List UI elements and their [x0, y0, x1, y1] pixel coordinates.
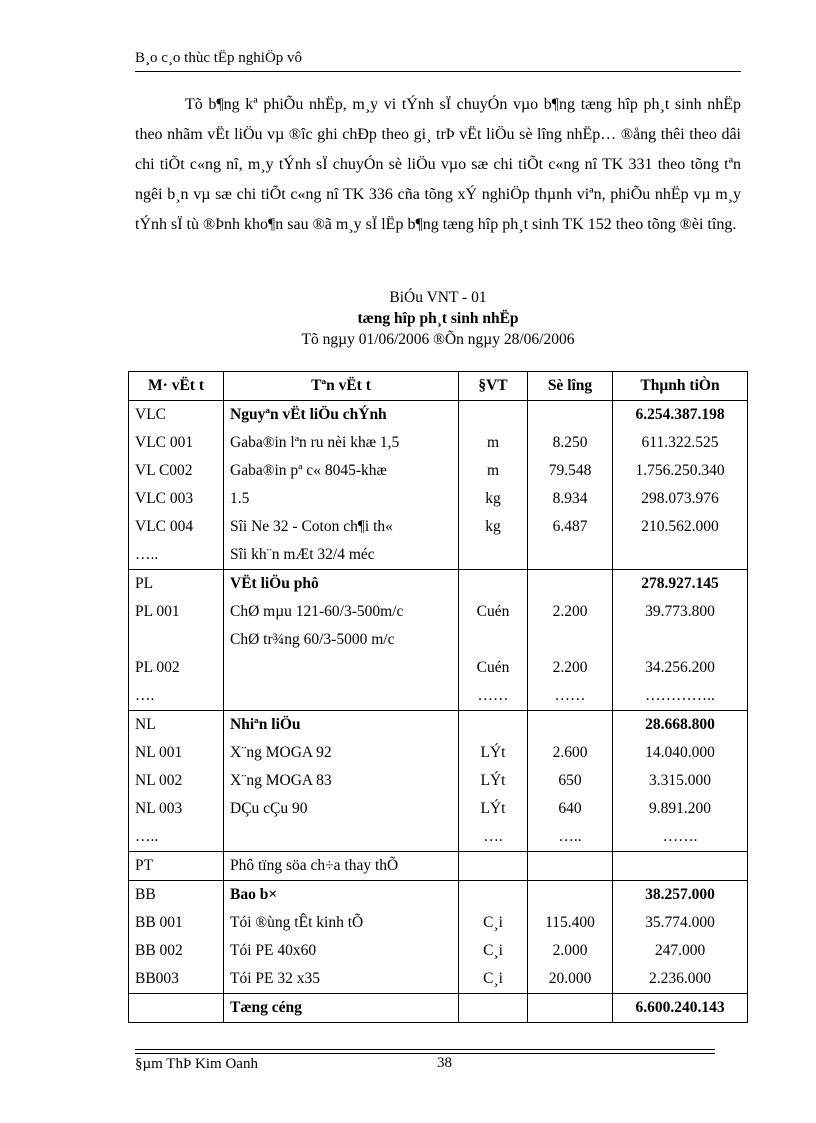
cell-amount: 6.600.240.143 — [613, 994, 748, 1023]
cell-qty: 2.200 — [528, 654, 613, 682]
cell-name: Sîi kh¨n mÆt 32/4 méc — [224, 541, 459, 570]
cell-code: NL 003 — [129, 795, 224, 823]
cell-name: Sîi Ne 32 - Coton ch¶i th« — [224, 513, 459, 541]
cell-amount: 6.254.387.198 — [613, 401, 748, 430]
cell-code: …. — [129, 682, 224, 711]
cell-code: VLC — [129, 401, 224, 430]
cell-qty: 8.934 — [528, 485, 613, 513]
cell-name: Tæng céng — [224, 994, 459, 1023]
cell-qty: 79.548 — [528, 457, 613, 485]
cell-code: VLC 001 — [129, 429, 224, 457]
cell-code: BB — [129, 881, 224, 910]
cell-name — [224, 682, 459, 711]
cell-name: VËt liÖu phô — [224, 570, 459, 599]
table-period: Tõ ngµy 01/06/2006 ®Õn ngµy 28/06/2006 — [301, 331, 575, 348]
cell-amount: 3.315.000 — [613, 767, 748, 795]
cell-code: BB 001 — [129, 909, 224, 937]
cell-amount: 298.073.976 — [613, 485, 748, 513]
cell-name: Nguyªn vËt liÖu chÝnh — [224, 401, 459, 430]
cell-amount: 1.756.250.340 — [613, 457, 748, 485]
cell-qty — [528, 626, 613, 654]
cell-name: Phô tïng söa ch÷a thay thÕ — [224, 852, 459, 881]
cell-code: VLC 003 — [129, 485, 224, 513]
cell-name: Tói ®ùng tÊt kinh tÕ — [224, 909, 459, 937]
table-row — [129, 795, 748, 823]
footer-rule-2 — [135, 1053, 715, 1054]
cell-qty: 2.000 — [528, 937, 613, 965]
cell-qty — [528, 541, 613, 570]
cell-name: Gaba®in lªn ru nèi khæ 1,5 — [224, 429, 459, 457]
cell-unit — [459, 994, 528, 1023]
cell-amount: 247.000 — [613, 937, 748, 965]
table-row — [129, 654, 748, 682]
cell-unit: LÝt — [459, 739, 528, 767]
cell-unit: …. — [459, 823, 528, 852]
summary-table — [128, 371, 748, 1023]
cell-code — [129, 626, 224, 654]
cell-qty: 2.200 — [528, 598, 613, 626]
cell-amount: 14.040.000 — [613, 739, 748, 767]
cell-unit: C¸i — [459, 909, 528, 937]
cell-qty: 2.600 — [528, 739, 613, 767]
cell-unit: LÝt — [459, 767, 528, 795]
footer-rule — [135, 1049, 715, 1050]
cell-name: ChØ tr¾ng 60/3-5000 m/c — [224, 626, 459, 654]
cell-qty: 640 — [528, 795, 613, 823]
cell-code: VL C002 — [129, 457, 224, 485]
table-row — [129, 937, 748, 965]
table-row — [129, 598, 748, 626]
cell-amount: 611.322.525 — [613, 429, 748, 457]
table-title: tæng hîp ph¸t sinh nhËp — [357, 310, 519, 327]
table-row — [129, 994, 748, 1023]
cell-qty: ….. — [528, 823, 613, 852]
cell-code: PL 002 — [129, 654, 224, 682]
cell-qty — [528, 711, 613, 740]
cell-name: DÇu cÇu 90 — [224, 795, 459, 823]
cell-amount: ……. — [613, 823, 748, 852]
table-row — [129, 881, 748, 910]
header-amount: Thµnh tiÒn — [613, 372, 748, 401]
page-number: 38 — [437, 1055, 452, 1071]
cell-qty — [528, 852, 613, 881]
cell-qty: …… — [528, 682, 613, 711]
table-row — [129, 739, 748, 767]
cell-amount: ………….. — [613, 682, 748, 711]
cell-code: BB 002 — [129, 937, 224, 965]
cell-name: ChØ mµu 121-60/3-500m/c — [224, 598, 459, 626]
cell-code: PL — [129, 570, 224, 599]
cell-unit: Cuén — [459, 654, 528, 682]
cell-name: Tói PE 32 x35 — [224, 965, 459, 994]
cell-name — [224, 654, 459, 682]
table-row — [129, 570, 748, 599]
cell-qty: 8.250 — [528, 429, 613, 457]
cell-amount: 9.891.200 — [613, 795, 748, 823]
cell-unit: C¸i — [459, 937, 528, 965]
header-qty: Sè lîng — [528, 372, 613, 401]
cell-name: Gaba®in pª c« 8045-khæ — [224, 457, 459, 485]
cell-code: BB003 — [129, 965, 224, 994]
cell-qty — [528, 401, 613, 430]
cell-code: NL 002 — [129, 767, 224, 795]
cell-unit — [459, 541, 528, 570]
cell-code: NL 001 — [129, 739, 224, 767]
header-code: M· vËt t — [129, 372, 224, 401]
table-row — [129, 767, 748, 795]
cell-unit — [459, 626, 528, 654]
cell-unit — [459, 852, 528, 881]
table-row — [129, 401, 748, 430]
body-paragraph — [135, 90, 741, 240]
cell-amount: 38.257.000 — [613, 881, 748, 910]
cell-qty: 20.000 — [528, 965, 613, 994]
paragraph-text: Tõ b¶ng kª phiÕu nhËp, m¸y vi tÝnh sÏ chuyÓn vµo b¶ng tæng hîp ph¸t sinh nhËp theo nhãm vËt liÖu vµ ®îc ghi chÐp theo gi¸ trÞ vËt liÖu sè lîng nhËp… ®ång thêi theo dâi chi tiÕt c«ng nî, m¸y tÝnh sÏ chuyÓn sè liÖu vµo sæ chi tiÕt c«ng nî TK 331 theo tõng tªn ngêi b¸n vµ sæ chi tiÕt c«ng nî TK 336 cña tõng xÝ nghiÖp thµnh viªn, phiÕu nhËp vµ m¸y tÝnh sÏ tù ®Þnh kho¶n sau ®ã m¸y sÏ lËp b¶ng tæng hîp ph¸t sinh TK 152 theo tõng ®èi tîng. — [135, 96, 741, 233]
cell-code: NL — [129, 711, 224, 740]
table-row — [129, 823, 748, 852]
cell-qty: 115.400 — [528, 909, 613, 937]
cell-amount: 210.562.000 — [613, 513, 748, 541]
table-row — [129, 965, 748, 994]
cell-amount: 35.774.000 — [613, 909, 748, 937]
footer-author: §µm ThÞ Kim Oanh — [135, 1056, 258, 1072]
table-row — [129, 485, 748, 513]
cell-amount — [613, 852, 748, 881]
table-row — [129, 711, 748, 740]
table-row — [129, 513, 748, 541]
table-row — [129, 626, 748, 654]
cell-unit: m — [459, 429, 528, 457]
cell-code: VLC 004 — [129, 513, 224, 541]
cell-qty — [528, 570, 613, 599]
header-unit: §VT — [459, 372, 528, 401]
cell-code: PL 001 — [129, 598, 224, 626]
cell-unit — [459, 570, 528, 599]
header-name: Tªn vËt t — [224, 372, 459, 401]
cell-code: ….. — [129, 823, 224, 852]
cell-unit — [459, 401, 528, 430]
table-row — [129, 429, 748, 457]
table-header-row — [129, 372, 748, 401]
cell-amount — [613, 626, 748, 654]
cell-unit: Cuén — [459, 598, 528, 626]
cell-unit: kg — [459, 513, 528, 541]
cell-unit: LÝt — [459, 795, 528, 823]
cell-name: Tói PE 40x60 — [224, 937, 459, 965]
cell-unit — [459, 881, 528, 910]
cell-qty — [528, 881, 613, 910]
cell-amount: 39.773.800 — [613, 598, 748, 626]
cell-code: ….. — [129, 541, 224, 570]
cell-unit: m — [459, 457, 528, 485]
cell-name: 1.5 — [224, 485, 459, 513]
cell-name: Bao b× — [224, 881, 459, 910]
page-header: B¸o c¸o thùc tËp nghiÖp vô — [135, 50, 303, 66]
table-row — [129, 909, 748, 937]
cell-amount — [613, 541, 748, 570]
cell-name: Nhiªn liÖu — [224, 711, 459, 740]
cell-name — [224, 823, 459, 852]
cell-qty: 650 — [528, 767, 613, 795]
cell-code: PT — [129, 852, 224, 881]
cell-amount: 28.668.800 — [613, 711, 748, 740]
cell-unit: kg — [459, 485, 528, 513]
form-code: BiÓu VNT - 01 — [389, 289, 487, 306]
cell-amount: 278.927.145 — [613, 570, 748, 599]
table-row — [129, 541, 748, 570]
cell-code — [129, 994, 224, 1023]
cell-qty — [528, 994, 613, 1023]
cell-unit: C¸i — [459, 965, 528, 994]
header-rule — [135, 71, 741, 72]
cell-amount: 34.256.200 — [613, 654, 748, 682]
cell-unit — [459, 711, 528, 740]
table-row — [129, 457, 748, 485]
cell-amount: 2.236.000 — [613, 965, 748, 994]
cell-name: X¨ng MOGA 83 — [224, 767, 459, 795]
cell-qty: 6.487 — [528, 513, 613, 541]
cell-name: X¨ng MOGA 92 — [224, 739, 459, 767]
cell-unit: …… — [459, 682, 528, 711]
table-row — [129, 682, 748, 711]
table-row — [129, 852, 748, 881]
